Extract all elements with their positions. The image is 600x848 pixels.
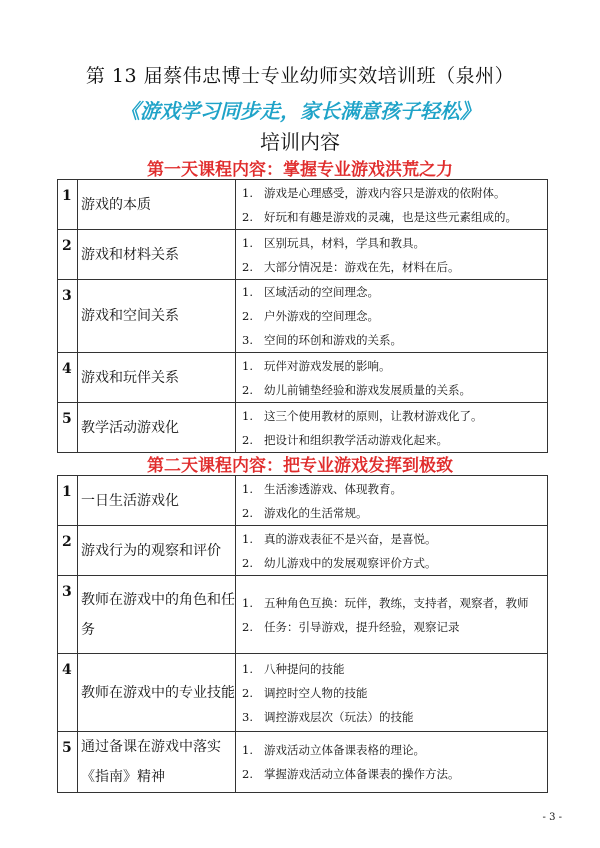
row-items — [236, 353, 548, 403]
course-row — [58, 353, 548, 403]
item-number: 1. — [242, 661, 253, 676]
list-item — [242, 477, 547, 501]
row-items — [236, 654, 548, 732]
item-text: 区别玩具，材料，学具和教具。 — [264, 235, 425, 250]
item-text: 任务：引导游戏，提升经验，观察记录 — [264, 619, 460, 634]
day1-course-table — [57, 179, 548, 453]
row-items — [236, 180, 548, 230]
row-items — [236, 526, 548, 576]
course-row — [58, 230, 548, 280]
item-text: 幼儿前铺垫经验和游戏发展质量的关系。 — [264, 382, 471, 397]
item-text: 这三个使用教材的原则，让教材游戏化了。 — [264, 408, 483, 423]
item-number: 2. — [242, 767, 253, 781]
course-row — [58, 654, 548, 732]
item-text: 空间的环创和游戏的关系。 — [264, 333, 402, 347]
course-row — [58, 476, 548, 526]
item-text: 生活渗透游戏、体现教育。 — [264, 481, 402, 496]
document-subtitle: 《游戏学习同步走，家长满意孩子轻松》 — [120, 99, 480, 123]
item-text: 调控游戏层次（玩法）的技能 — [264, 709, 414, 724]
list-item — [242, 527, 547, 551]
item-number: 1. — [242, 285, 253, 299]
list-item — [242, 705, 547, 729]
item-number: 3. — [242, 333, 253, 347]
row-number: 1 — [58, 476, 78, 526]
row-number: 4 — [58, 654, 78, 732]
list-item — [242, 328, 547, 352]
course-row — [58, 280, 548, 353]
day2-heading: 第二天课程内容：把专业游戏发挥到极致 — [147, 456, 453, 476]
item-number: 2. — [242, 555, 253, 570]
row-items — [236, 476, 548, 526]
item-text: 游戏活动立体备课表格的理论。 — [264, 743, 425, 757]
course-row — [58, 180, 548, 230]
item-number: 1. — [242, 743, 253, 757]
item-number: 1. — [242, 358, 253, 373]
list-item — [242, 615, 547, 639]
list-item — [242, 404, 547, 428]
row-items — [236, 732, 548, 793]
item-number: 2. — [242, 209, 253, 224]
course-row — [58, 732, 548, 793]
item-text: 八种提问的技能 — [264, 661, 345, 676]
row-topic: 游戏和空间关系 — [78, 280, 236, 353]
row-number: 2 — [58, 526, 78, 576]
row-topic: 游戏和材料关系 — [78, 230, 236, 280]
item-text: 把设计和组织教学活动游戏化起来。 — [264, 432, 448, 447]
item-number: 2. — [242, 309, 253, 323]
item-number: 3. — [242, 709, 253, 724]
item-number: 1. — [242, 235, 253, 250]
list-item — [242, 378, 547, 402]
item-text: 掌握游戏活动立体备课表的操作方法。 — [264, 767, 460, 781]
item-text: 调控时空人物的技能 — [264, 685, 368, 700]
item-number: 2. — [242, 619, 253, 634]
item-text: 区域活动的空间理念。 — [264, 285, 379, 299]
item-text: 真的游戏表征不是兴奋，是喜悦。 — [264, 531, 437, 546]
course-row — [58, 526, 548, 576]
row-items — [236, 576, 548, 654]
item-text: 大部分情况是：游戏在先，材料在后。 — [264, 259, 460, 274]
list-item — [242, 501, 547, 525]
row-number: 3 — [58, 576, 78, 654]
course-row — [58, 576, 548, 654]
item-number: 2. — [242, 382, 253, 397]
item-text: 幼儿游戏中的发展观察评价方式。 — [264, 555, 437, 570]
item-number: 1. — [242, 408, 253, 423]
item-text: 五种角色互换：玩伴，教练，支持者，观察者，教师 — [264, 595, 529, 610]
list-item — [242, 231, 547, 255]
list-item — [242, 657, 547, 681]
list-item — [242, 205, 547, 229]
item-number: 2. — [242, 685, 253, 700]
list-item — [242, 762, 547, 786]
row-topic: 教学活动游戏化 — [78, 403, 236, 453]
list-item — [242, 551, 547, 575]
section-heading: 培训内容 — [260, 130, 340, 154]
list-item — [242, 428, 547, 452]
row-topic: 教师在游戏中的角色和任务 — [78, 576, 236, 654]
item-text: 游戏化的生活常规。 — [264, 505, 368, 520]
item-number: 1. — [242, 531, 253, 546]
list-item — [242, 304, 547, 328]
item-text: 游戏是心理感受，游戏内容只是游戏的依附体。 — [264, 185, 506, 200]
row-items — [236, 280, 548, 353]
list-item — [242, 681, 547, 705]
item-number: 1. — [242, 185, 253, 200]
item-text: 玩伴对游戏发展的影响。 — [264, 358, 391, 373]
list-item — [242, 738, 547, 762]
row-items — [236, 403, 548, 453]
course-row — [58, 403, 548, 453]
row-number: 4 — [58, 353, 78, 403]
row-topic: 游戏行为的观察和评价 — [78, 526, 236, 576]
item-number: 1. — [242, 481, 253, 496]
list-item — [242, 354, 547, 378]
row-topic: 游戏的本质 — [78, 180, 236, 230]
list-item — [242, 591, 547, 615]
list-item — [242, 255, 547, 279]
list-item — [242, 280, 547, 304]
day2-course-table — [57, 475, 548, 793]
day1-heading: 第一天课程内容：掌握专业游戏洪荒之力 — [147, 160, 453, 180]
row-number: 3 — [58, 280, 78, 353]
row-number: 5 — [58, 732, 78, 793]
item-number: 1. — [242, 595, 253, 610]
item-text: 好玩和有趣是游戏的灵魂，也是这些元素组成的。 — [264, 209, 517, 224]
row-topic: 教师在游戏中的专业技能 — [78, 654, 236, 732]
row-number: 5 — [58, 403, 78, 453]
row-topic: 通过备课在游戏中落实《指南》精神 — [78, 732, 236, 793]
item-number: 2. — [242, 432, 253, 447]
document-title: 第 13 届蔡伟忠博士专业幼师实效培训班（泉州） — [85, 65, 515, 87]
page-number: - 3 - — [542, 812, 562, 823]
list-item — [242, 181, 547, 205]
row-number: 1 — [58, 180, 78, 230]
item-text: 户外游戏的空间理念。 — [264, 309, 379, 323]
item-number: 2. — [242, 259, 253, 274]
row-topic: 游戏和玩伴关系 — [78, 353, 236, 403]
row-items — [236, 230, 548, 280]
item-number: 2. — [242, 505, 253, 520]
row-topic: 一日生活游戏化 — [78, 476, 236, 526]
row-number: 2 — [58, 230, 78, 280]
